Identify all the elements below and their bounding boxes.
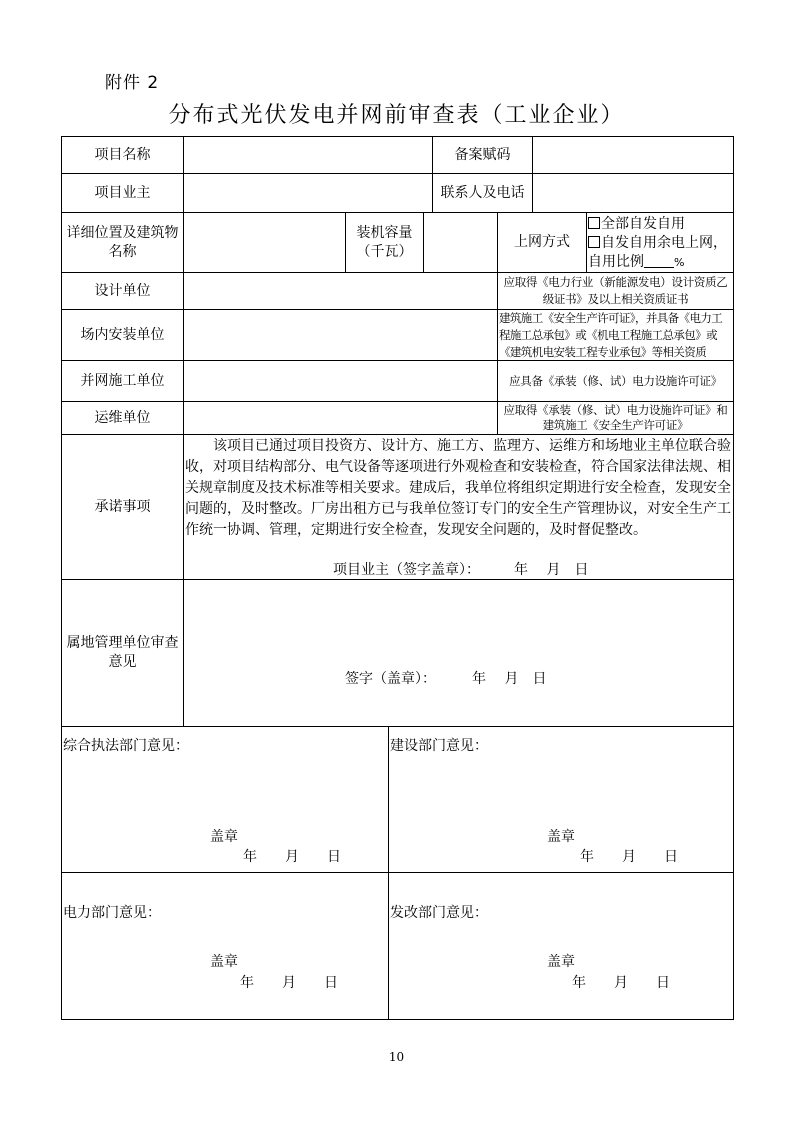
label-contact: 联系人及电话 [440, 184, 525, 201]
install-unit-field[interactable] [184, 310, 497, 360]
om-unit-requirement: 应取得《承装（修、试）电力设施许可证》和建筑施工《安全生产许可证》 [503, 403, 728, 432]
label-filing-code: 备案赋码 [454, 146, 511, 163]
project-owner-field[interactable] [184, 174, 432, 212]
label-location: 详细位置及建筑物名称 [66, 224, 179, 260]
project-name-field[interactable] [184, 137, 432, 173]
power-opinion-label: 电力部门意见： [63, 905, 161, 921]
development-opinion-label: 发改部门意见： [390, 905, 488, 921]
grid-construction-requirement: 应具备《承装（修、试）电力设施许可证》 [509, 373, 722, 388]
design-unit-field[interactable] [184, 273, 497, 309]
grid-option-surplus-to-grid[interactable]: 自发自用余电上网， [588, 233, 727, 253]
commitment-signature-label: 项目业主（签字盖章）： [333, 562, 480, 578]
label-capacity [346, 213, 423, 272]
label-om-unit: 运维单位 [94, 409, 151, 426]
label-grid-mode: 上网方式 [514, 234, 570, 250]
grid-option-full-self-use[interactable]: 全部自发自用 [588, 214, 685, 234]
construction-opinion-label: 建设部门意见： [390, 738, 488, 754]
label-install-unit: 场内安装单位 [80, 326, 165, 343]
capacity-field[interactable] [424, 213, 497, 272]
checkbox-icon[interactable] [588, 217, 600, 229]
law-enforcement-opinion-label: 综合执法部门意见： [63, 738, 189, 754]
self-use-ratio-input[interactable] [644, 255, 674, 268]
local-management-date: 年 月 日 [472, 671, 547, 687]
commitment-text: 该项目已通过项目投资方、设计方、施工方、监理方、运维方和场地业主单位联合验收，对项目结构部分、电气设备等逐项进行外观检查和安装检查，符合国家法律法规、相关规章制度及技术标准等相关要求。建成后，我单位将组织定期进行安全检查，发现安全问题的，及时整改。厂房出租方已与我单位签订专门的安全生产管理协议，对安全生产工作统一协调、管理，定期进行安全检查，发现安全问题的，及时督促整改。 [185, 438, 731, 538]
development-seal: 盖章 [547, 954, 575, 970]
label-project-owner: 项目业主 [94, 184, 151, 201]
contact-field[interactable] [533, 174, 733, 212]
label-design-unit: 设计单位 [94, 282, 151, 299]
capacity-label-line2: （千瓦） [356, 243, 413, 260]
design-unit-requirement: 应取得《电力行业（新能源发电）设计资质乙级证书》及以上相关资质证书 [503, 275, 728, 306]
development-date: 年 月 日 [572, 975, 670, 991]
label-project-name: 项目名称 [94, 146, 151, 163]
power-date: 年 月 日 [240, 975, 338, 991]
capacity-label-line1: 装机容量 [356, 224, 413, 241]
law-enforcement-seal: 盖章 [210, 829, 238, 845]
location-field[interactable] [184, 213, 345, 272]
form-title: 分布式光伏发电并网前审查表（工业企业） [168, 103, 625, 128]
label-grid-construction-unit: 并网施工单位 [80, 372, 165, 389]
label-commitment: 承诺事项 [94, 498, 151, 515]
install-unit-requirement: 建筑施工《安全生产许可证》，并具备《电力工程施工总承包》或《机电工程施工总承包》或《建筑机电安装工程专业承包》等相关资质 [499, 310, 723, 359]
construction-date: 年 月 日 [580, 849, 678, 865]
local-management-signature-label: 签字（盖章）： [345, 671, 436, 687]
om-unit-field[interactable] [184, 402, 497, 434]
grid-construction-unit-field[interactable] [184, 361, 497, 401]
label-local-management: 属地管理单位审查意见 [66, 635, 179, 670]
page-number: 10 [388, 1050, 405, 1064]
checkbox-icon[interactable] [588, 236, 600, 248]
self-use-ratio: 自用比例 % [588, 254, 685, 270]
power-seal: 盖章 [210, 954, 238, 970]
filing-code-field[interactable] [533, 137, 733, 173]
commitment-date: 年 月 日 [514, 562, 589, 578]
attachment-label: 附件 2 [105, 73, 160, 93]
law-enforcement-date: 年 月 日 [243, 849, 341, 865]
construction-seal: 盖章 [547, 829, 575, 845]
